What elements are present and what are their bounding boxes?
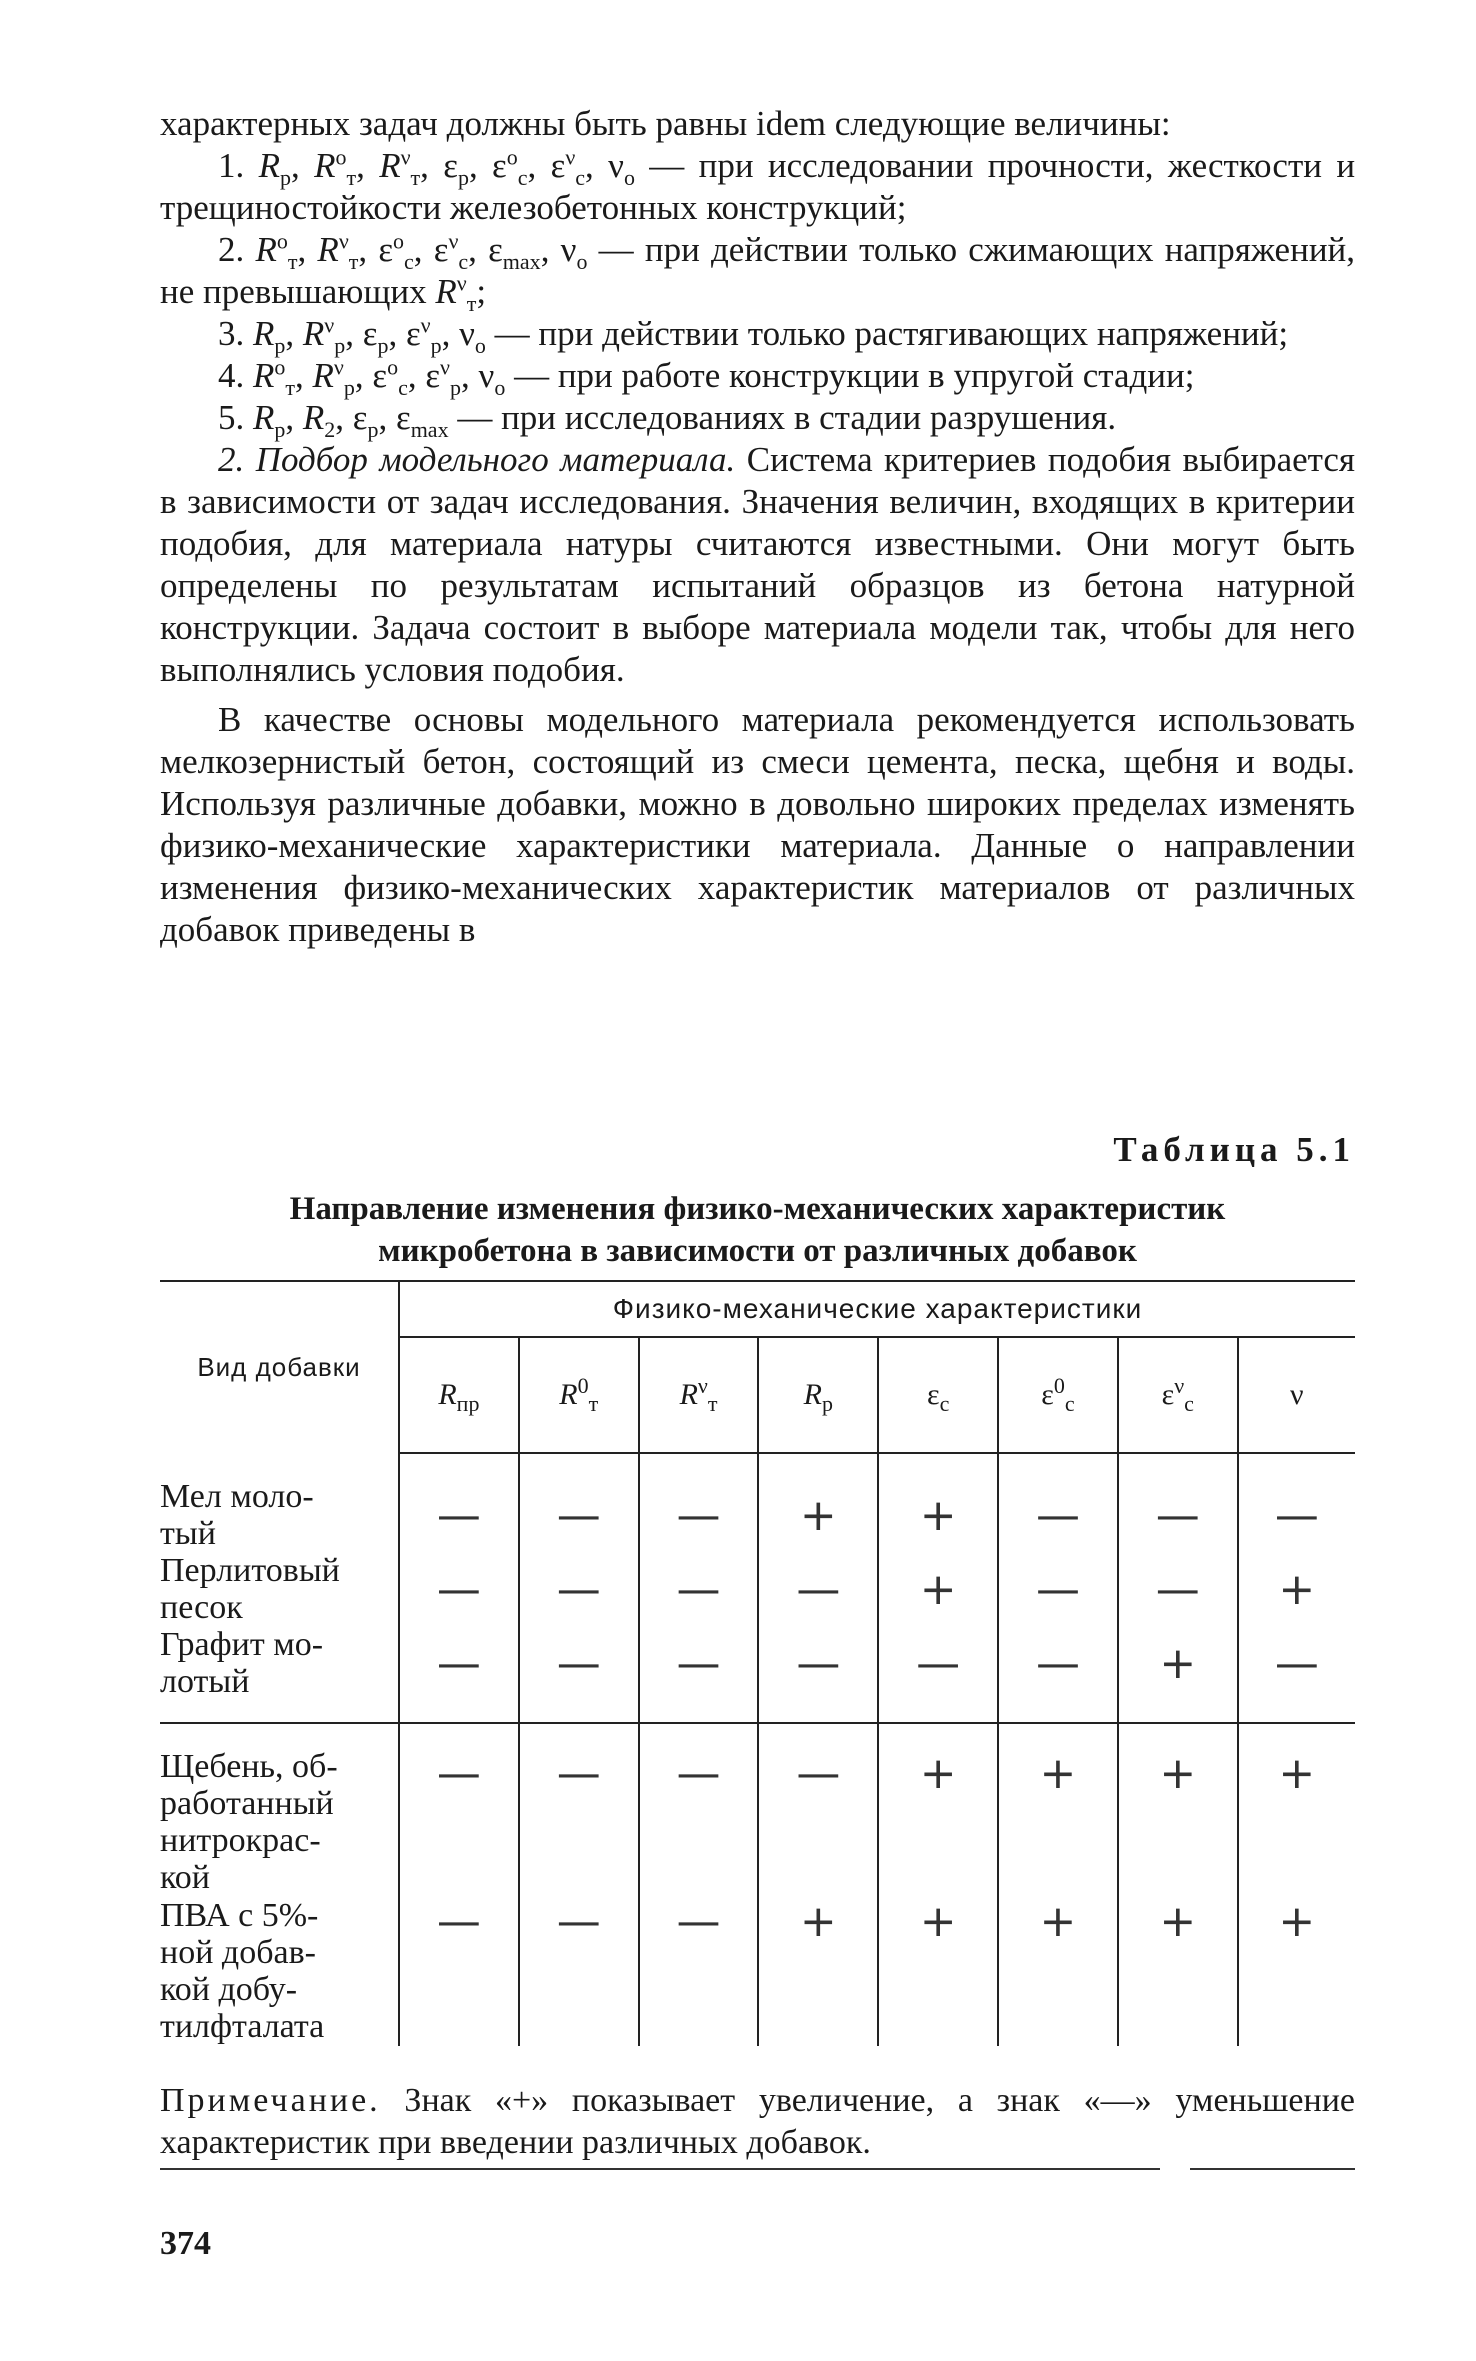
sign-cell: —: [399, 1748, 519, 1896]
header-characteristics: Физико-механические характеристики: [399, 1281, 1355, 1337]
sign-cell: —: [399, 1626, 519, 1700]
list-item-3: 3. $R_р$, $R^\nu_р$, $\varepsilon_р$, $\varepsilon^\nu_р$, $\nu_о$ — при действии только растягивающих напряжений;: [218, 312, 1289, 358]
sign-cell: +: [998, 1896, 1118, 2046]
row-name: Графит мо- лотый: [160, 1626, 324, 1700]
sign-cell: —: [639, 1478, 759, 1552]
sign-cell: +: [878, 1478, 998, 1552]
list-item-5: 5. $R_р$, $R_2$, $\varepsilon_р$, $\varepsilon_{max}$ — при исследованиях в стадии разрушения.: [218, 398, 1117, 442]
sign-cell: —: [519, 1896, 639, 2046]
row-name: Мел моло- тый: [160, 1478, 314, 1552]
sign-cell: —: [998, 1478, 1118, 1552]
sign-cell: +: [758, 1896, 878, 2046]
paragraph-basis: В качестве основы модельного материала рекомендуется использовать мелкозернистый бетон, состоящий из смеси цемента, песка, щебня и воды. Используя различные добавки, можно в довольно широких пределах изменять физико-механические характеристики материала. Данные о направлении изменения физико-механических характеристик материалов от различных добавок приведены в: [160, 700, 1355, 949]
sign-cell: +: [1118, 1626, 1238, 1700]
table-caption: Направление изменения физико-механических характеристик микробетона в зависимости от различных добавок: [289, 1191, 1226, 1269]
sign-cell: —: [639, 1552, 759, 1626]
table-row: [160, 1626, 1355, 1700]
sign-cell: —: [758, 1626, 878, 1700]
sign-cell: —: [519, 1748, 639, 1896]
col-nu: ν: [1238, 1337, 1355, 1453]
sign-cell: —: [519, 1478, 639, 1552]
row-name: Перлитовый песок: [160, 1552, 340, 1626]
table-row: [160, 1552, 1355, 1626]
sign-cell: +: [1238, 1896, 1355, 2046]
col-r-t0: $R^0_т$: [519, 1337, 639, 1453]
col-r-pr: $R_{пр}$: [399, 1337, 519, 1453]
col-eps-c: $\varepsilon_с$: [878, 1337, 998, 1453]
sign-cell: —: [519, 1626, 639, 1700]
footer-rule-short: [1190, 2168, 1355, 2170]
sign-cell: —: [519, 1552, 639, 1626]
list-item-2: 2. $R^о_т$, $R^\nu_т$, $\varepsilon^о_с$, $\varepsilon^\nu_с$, $\varepsilon_{max}$, $\nu_о$ — при действии только сжимающих напряжений, не превышающих $R^\nu_т$;: [160, 228, 1356, 316]
body-text: [160, 103, 1355, 951]
sign-cell: —: [639, 1626, 759, 1700]
table-row: [160, 1478, 1355, 1552]
table-row: [160, 1748, 1355, 1896]
sign-cell: +: [878, 1896, 998, 2046]
sign-cell: —: [758, 1748, 878, 1896]
sign-cell: —: [1238, 1478, 1355, 1552]
sign-cell: +: [878, 1552, 998, 1626]
paragraph-heading: 2. Подбор модельного материала.: [218, 440, 736, 479]
sign-cell: —: [1118, 1478, 1238, 1552]
col-eps-cv: $\varepsilon^\nu_с$: [1118, 1337, 1238, 1453]
note-label: Примечание.: [160, 2082, 381, 2119]
table-row: [160, 1896, 1355, 2046]
sign-cell: —: [399, 1896, 519, 2046]
intro-line: характерных задач должны быть равны idem следующие величины:: [160, 104, 1171, 143]
additives-table: [160, 1280, 1355, 2046]
sign-cell: —: [1118, 1552, 1238, 1626]
col-r-tv: $R^\nu_т$: [639, 1337, 759, 1453]
sign-cell: +: [1238, 1552, 1355, 1626]
sign-cell: +: [1118, 1748, 1238, 1896]
sign-cell: —: [878, 1626, 998, 1700]
sign-cell: —: [639, 1896, 759, 2046]
sign-cell: +: [998, 1748, 1118, 1896]
sign-cell: +: [1238, 1748, 1355, 1896]
paragraph-model-material: 2. Подбор модельного материала. Система критериев подобия выбирается в зависимости от задач исследования. Значения величин, входящих в критерии подобия, для материала натуры считаются известными. Они могут быть определены по результатам испытаний образцов из бетона натурной конструкции. Задача состоит в выборе материала модели так, чтобы для него выполнялись условия подобия.: [160, 440, 1356, 689]
col-r-p: $R_р$: [758, 1337, 878, 1453]
header-additive-kind: Вид добавки: [160, 1281, 399, 1453]
row-name: ПВА с 5%- ной добав- кой добу- тилфталата: [160, 1897, 325, 2045]
list-item-4: 4. $R^о_т$, $R^\nu_р$, $\varepsilon^о_с$, $\varepsilon^\nu_р$, $\nu_о$ — при работе конструкции в упругой стадии;: [218, 354, 1195, 400]
footer-rule: [160, 2168, 1160, 2170]
list-item-1: 1. $R_р$, $R^о_т$, $R^\nu_т$, $\varepsilon_р$, $\varepsilon^о_с$, $\varepsilon^\nu_с$, $\nu_о$ — при исследовании прочности, жесткости и трещиностойкости железобетонных конструкций;: [160, 144, 1356, 227]
sign-cell: —: [1238, 1626, 1355, 1700]
sign-cell: +: [1118, 1896, 1238, 2046]
table-note: [160, 2080, 1355, 2164]
sign-cell: —: [758, 1552, 878, 1626]
page-number: 374: [160, 2225, 211, 2262]
note-text: Знак «+» показывает увеличение, а знак «—» уменьшение характеристик при введении различных добавок.: [160, 2082, 1355, 2161]
row-name: Щебень, об- работанный нитрокрас- кой: [160, 1748, 338, 1896]
sign-cell: —: [998, 1626, 1118, 1700]
sign-cell: —: [399, 1478, 519, 1552]
sign-cell: —: [998, 1552, 1118, 1626]
sign-cell: +: [758, 1478, 878, 1552]
col-eps-c0: $\varepsilon^0_с$: [998, 1337, 1118, 1453]
table-number: Таблица 5.1: [1113, 1130, 1355, 1169]
sign-cell: +: [878, 1748, 998, 1896]
sign-cell: —: [639, 1748, 759, 1896]
sign-cell: —: [399, 1552, 519, 1626]
